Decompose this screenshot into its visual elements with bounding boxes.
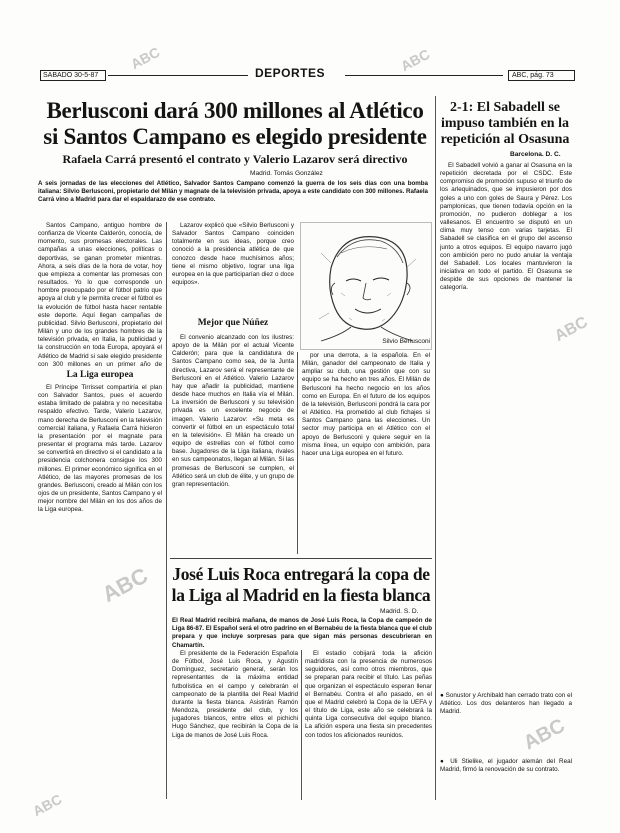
second-headline: José Luis Roca entregará la copa de la Liga al Madrid en la fiesta blanca — [171, 564, 431, 605]
article-column-2: Lazarov explicó que «Silvio Berlusconi y Salvador Santos Campano coinciden totalmente en sus ideas, porque creo conoció a la presidencia atlética de que conozco desde hace muchísimos años; tiene el mismo objetivo, lograr una liga europea en la que participarían diez o doce equipos». — [172, 222, 294, 287]
second-byline: Madrid. S. D. — [380, 608, 419, 615]
portrait-sketch — [301, 223, 431, 349]
article-column-1-cont: El Príncipe Tirrisset compartiría el plan con Salvador Santos, pues el acuerdo estaba limitado de palabra y no necesitaba respaldo efectivo. Tarde, Valerio Lazarov, mano derecha de Berlusconi en la televisión comercial italiana, y Rafaela Carrá hicieron la presentación por el magnate para presentar el programa más tarde. Lazarov se convertirá en directivo si el candidato a la presidencia colchonera consigue los 300 millones. El primer económico significa en el Atlético, de las mayores promesas de los grandes. Berlusconi, creado al Milán con los ojos de un presidente, Santos Campano y el mejor nombre del Milán en los dos años de la Liga europea. — [38, 384, 162, 514]
sidebar-byline: Barcelona. D. C. — [510, 151, 561, 158]
column-divider — [301, 650, 302, 800]
main-subheadline: Rafaela Carrá presentó el contrato y Valerio Lazarov será directivo — [62, 152, 408, 166]
sidebar-body: El Sabadell volvió a ganar al Osasuna en la repetición decretada por el CSDC. Este compromiso de promoción supuso el triunfo de los arlequinados, que se impusieron por dos goles a uno con goles de Saura y Pérez. Los pamplonicas, que tienen todavía opción en la promoción, no pudieron doblegar a los vallesanos. El encuentro se disputó en un clima muy tenso con varias tarjetas. El Sabadell se clasifica en el grupo del ascenso junto a otros equipos. El equipo navarro jugó con ambición pero no pudo anular la ventaja del Sabadell. Los locales mantuvieron la iniciativa en todo el partido. El Osasuna se despide de sus opciones de mantener la categoría. — [440, 162, 572, 292]
issue-date: SABADO 30-5-87 — [40, 70, 106, 81]
page-number: ABC, pág. 73 — [508, 70, 575, 81]
column-divider — [297, 352, 298, 554]
watermark: ABC — [552, 313, 591, 346]
article-column-1: Santos Campano, antiguo hombre de confianza de Vicente Calderón, conocía, de momento, sus promesas electorales. Las campañas a unas elecciones, políticas o deportivas, se ganan prometer mientras. Ahora, a seis días de la hora de votar, hoy que empieza a comentar las promesas con resultados. Yo lo que corresponde un hombre preocupado por el fútbol patrio que apoya al club y le permita crecer el fútbol es la evolución de fútbol hasta hacer rentable este deporte. Aquí llegan campañas de publicidad. Silvio Berlusconi, propietario del Milán y uno de los grandes hombres de la televisión privada, en Italia, la publicidad y la construcción en toda Europa, apoyará el Atlético de Madrid si sale elegido presidente con 300 millones en un primer año de — [38, 222, 162, 368]
lead-paragraph: A seis jornadas de las elecciones del Atlético, Salvador Santos Campano comenzó la guerra de los seis días con una bomba italiana: Silvio Berlusconi, propietario del Milán y magnate de la televisión privada, apoya a este candidato con 300 millones. Rafaela Carrá vino a Madrid para dar el espaldarazo de ese contrato. — [38, 180, 428, 204]
portrait-photo — [300, 222, 432, 350]
subheading-mejor-que-nunez: Mejor que Núñez — [197, 318, 269, 328]
story-separator — [170, 558, 432, 559]
watermark: ABC — [398, 45, 433, 75]
section-title: DEPORTES — [255, 66, 326, 80]
sidebar-bullet: ● Sonustor y Archibald han cerrado trato con el Atlético. Los dos delanteros han llegado a Madrid. — [440, 692, 572, 716]
second-column-1: El presidente de la Federación Española de Fútbol, José Luis Roca, y Agustín Domínguez, secretario general, serán los representantes de la máxima entidad futbolística en el campo y celebrarán el campeonato de la plantilla del Real Madrid durante la fiesta blanca. Asistirán Ramón Mendoza, presidente del club, y los jugadores blancos, entre ellos el pichichi Hugo Sánchez, que recibirán la Copa de la Liga de manos de José Luis Roca. — [172, 650, 298, 739]
header-rule-right — [345, 75, 503, 76]
watermark: ABC — [520, 714, 569, 755]
watermark: ABC — [30, 790, 65, 820]
subheading-liga-europea: La Liga europea — [66, 370, 134, 380]
second-lead: El Real Madrid recibirá mañana, de manos de José Luis Roca, la Copa de campeón de Liga 86-87. El Español será el otro padrino en el Bernabéu de la fiesta blanca que el club prepara y que incluye sorpresas para que sigan más personas descubrieran en Chamartín. — [172, 617, 432, 649]
sidebar-divider — [435, 96, 436, 800]
article-column-2-cont: El convenio alcanzado con los ilustres: apoyo de la Milán por el actual Vicente Calderón; para que la candidatura de Santos Campano como sea, de la Junta directiva, Lazarov será el representante de Berlusconi en el Atlético. Valerio Lazarov hay que añadir la publicidad, mantiene desde hace muchos en Italia vía el Milán. La inversión de Berlusconi y su televisión privada es un excelente negocio de imagen. Valerio Lazarov: «Su meta es convertir el fútbol en un espectáculo total en la televisión». El Milán ha creado un equipo de estrellas con el fútbol como base. Jugadores de la Liga italiana, rivales en sus campeonatos, llegan al Milán. Si las promesas de Berlusconi se cumplen, el Atlético será un club de élite, y un grupo de gran representación. — [172, 334, 294, 488]
second-column-2: El estadio cobijará toda la afición madridista con la presencia de numerosos seguidores, así como otros miembros, que se preparan para recibir el título. Las peñas que organizan el espectáculo esperan llenar el Bernabéu. Contra el año pasado, en el que el Madrid celebró la Copa de la UEFA y el título de Liga, este año se celebrará la quinta Liga consecutiva del equipo blanco. La afición espera una fiesta sin precedentes con todos los aficionados reunidos. — [305, 650, 432, 739]
article-column-3: por una derrota, a la española. En el Milán, ganador del campeonato de Italia y ampliar su club, una gestión que con su equipo se ha hecho en tres años. El Milán de Berlusconi ha hecho negocio en los años como en Europa. En el futuro de los equipos de la televisión, Berlusconi pondrá la cara por el Atlético. Ha prometido al club fichajes si Santos Campano gana las elecciones. Un sector muy participa en el Atlético con el apoyo de Berlusconi y quiere seguir en la misma línea, un equipo con ambición, para hacer una Liga europea en el futuro. — [302, 352, 430, 457]
watermark: ABC — [128, 43, 163, 73]
column-divider — [166, 222, 167, 799]
sidebar-headline: 2-1: El Sabadell se impuso también en la repetición al Osasuna — [440, 100, 570, 147]
header-rule-left — [108, 75, 248, 76]
photo-caption: Silvio Berlusconi — [382, 338, 430, 345]
byline: Madrid. Tomás González — [250, 170, 323, 177]
main-headline: Berlusconi dará 300 millones al Atlético si Santos Campano es elegido presidente — [43, 98, 427, 149]
sidebar-bullet: ● Uli Stielike, el jugador alemán del Real Madrid, firmó la renovación de su contrato. — [440, 758, 572, 774]
watermark: ABC — [98, 562, 152, 608]
